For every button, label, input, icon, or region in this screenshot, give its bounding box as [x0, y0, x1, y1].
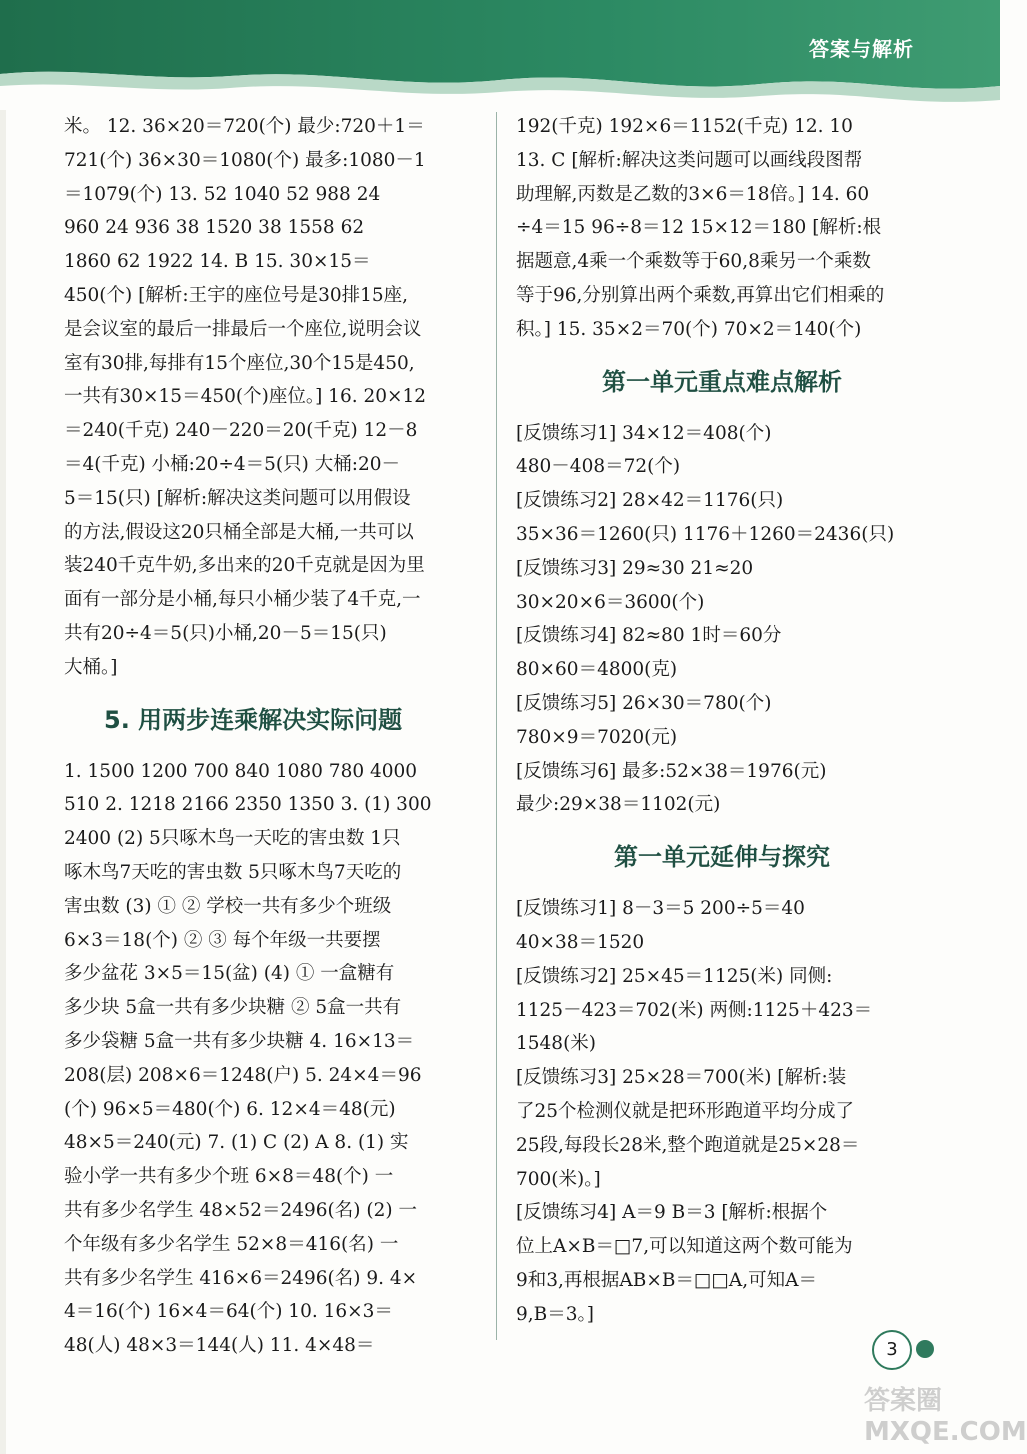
text-line: [反馈练习1] 34×12＝408(个)	[516, 422, 772, 444]
text-line: 啄木鸟7天吃的害虫数 5只啄木鸟7天吃的	[64, 861, 402, 883]
text-line: 48(人) 48×3＝144(人) 11. 4×48＝	[64, 1335, 375, 1357]
text-line: 米。 12. 36×20＝720(个) 最少:720＋1＝	[64, 116, 425, 137]
section-heading: 5. 用两步连乘解决实际问题	[104, 705, 403, 734]
text-line: [反馈练习2] 25×45＝1125(米) 同侧:	[516, 965, 833, 987]
text-line: (个) 96×5＝480(个) 6. 12×4＝48(元)	[64, 1098, 396, 1120]
text-line: [反馈练习2] 28×42＝1176(只)	[516, 490, 784, 512]
page-dot-icon	[916, 1340, 934, 1358]
text-line: 1548(米)	[516, 1033, 597, 1055]
header-label: 答案与解析	[809, 37, 914, 61]
text-line: 9,B＝3。]	[516, 1303, 594, 1325]
text-line: 4＝16(个) 16×4＝64(个) 10. 16×3＝	[64, 1301, 393, 1323]
text-line: 480－408＝72(个)	[516, 456, 681, 478]
text-line: ＝240(千克) 240－220＝20(千克) 12－8	[64, 420, 418, 442]
text-line: 960 24 936 38 1520 38 1558 62	[64, 217, 365, 239]
text-line: 450(个) [解析:王宇的座位号是30排15座,	[64, 284, 409, 306]
column-divider	[496, 112, 497, 1340]
text-line: 验小学一共有多少个班 6×8＝48(个) 一	[64, 1166, 394, 1188]
text-line: 面有一部分是小桶,每只小桶少装了4千克,一	[64, 589, 421, 611]
left-column	[64, 110, 478, 1363]
text-line: 共有多少名学生 416×6＝2496(名) 9. 4×	[64, 1267, 418, 1289]
text-line: 室有30排,每排有15个座位,30个15是450,	[64, 352, 415, 374]
text-line: 2400 (2) 5只啄木鸟一天吃的害虫数 1只	[64, 828, 401, 850]
text-line: 大桶。]	[64, 656, 118, 678]
text-line: 80×60＝4800(克)	[516, 659, 678, 681]
text-line: 13. C [解析:解决这类问题可以画线段图帮	[516, 149, 863, 171]
page-number: 3	[872, 1330, 912, 1370]
text-line: [反馈练习6] 最多:52×38＝1976(元)	[516, 760, 827, 782]
text-line: 721(个) 36×30＝1080(个) 最多:1080－1	[64, 149, 426, 171]
text-line: 25段,每段长28米,整个跑道就是25×28＝	[516, 1134, 860, 1156]
text-line: 个年级有多少名学生 52×8＝416(名) 一	[64, 1233, 399, 1255]
text-line: 位上A×B＝□7,可以知道这两个数可能为	[516, 1236, 853, 1258]
text-line: 5＝15(只) [解析:解决这类问题可以用假设	[64, 487, 411, 509]
text-line: ÷4＝15 96÷8＝12 15×12＝180 [解析:根	[516, 217, 882, 239]
text-line: 了25个检测仪就是把环形跑道平均分成了	[516, 1100, 855, 1122]
text-line: 多少块 5盒一共有多少块糖 ② 5盒一共有	[64, 997, 402, 1019]
text-line: 害虫数 (3) ① ② 学校一共有多少个班级	[64, 895, 392, 917]
text-line: ＝4(千克) 小桶:20÷4＝5(只) 大桶:20－	[64, 453, 400, 475]
text-line: 装240千克牛奶,多出来的20千克就是因为里	[64, 555, 425, 577]
text-line: [反馈练习4] A＝9 B＝3 [解析:根据个	[516, 1202, 828, 1224]
text-line: 积。] 15. 35×2＝70(个) 70×2＝140(个)	[516, 318, 862, 340]
right-column	[516, 110, 928, 1332]
text-line: 6×3＝18(个) ② ③ 每个年级一共要摆	[64, 929, 381, 951]
text-line: 助理解,丙数是乙数的3×6＝18倍。] 14. 60	[516, 183, 870, 205]
text-line: 35×36＝1260(只) 1176＋1260＝2436(只)	[516, 523, 895, 545]
page-number-badge	[872, 1330, 992, 1380]
text-line: 700(米)。]	[516, 1168, 601, 1190]
section-heading: 第一单元重点难点解析	[602, 367, 842, 396]
text-line: 192(千克) 192×6＝1152(千克) 12. 10	[516, 116, 853, 137]
text-line: 9和3,再根据AB×B＝□□A,可知A＝	[516, 1269, 818, 1291]
text-line: 共有20÷4＝5(只)小桶,20－5＝15(只)	[64, 622, 387, 644]
text-line: 40×38＝1520	[516, 931, 645, 953]
text-line: 多少袋糖 5盒一共有多少块糖 4. 16×13＝	[64, 1030, 415, 1052]
text-line: [反馈练习1] 8－3＝5 200÷5＝40	[516, 898, 805, 920]
watermark: 答案圈 MXQE.COM	[864, 1386, 1027, 1447]
text-line: [反馈练习4] 82≈80 1时＝60分	[516, 625, 782, 647]
text-line: 据题意,4乘一个乘数等于60,8乘另一个乘数	[516, 251, 871, 273]
text-line: 1860 62 1922 14. B 15. 30×15＝	[64, 251, 371, 273]
text-line: 30×20×6＝3600(个)	[516, 591, 705, 613]
text-line: ＝1079(个) 13. 52 1040 52 988 24	[64, 183, 381, 205]
section-heading: 第一单元延伸与探究	[614, 843, 830, 872]
text-line: 1. 1500 1200 700 840 1080 780 4000	[64, 760, 418, 782]
text-line: 208(层) 208×6＝1248(户) 5. 24×4＝96	[64, 1064, 422, 1086]
text-line: [反馈练习3] 29≈30 21≈20	[516, 557, 754, 579]
text-line: 共有多少名学生 48×52＝2496(名) (2) 一	[64, 1199, 417, 1221]
text-line: 的方法,假设这20只桶全部是大桶,一共可以	[64, 521, 414, 543]
text-line: 多少盆花 3×5＝15(盆) (4) ① 一盒糖有	[64, 963, 395, 985]
text-line: [反馈练习5] 26×30＝780(个)	[516, 692, 772, 714]
page-edge	[0, 110, 6, 1454]
text-line: [反馈练习3] 25×28＝700(米) [解析:装	[516, 1067, 847, 1089]
text-line: 510 2. 1218 2166 2350 1350 3. (1) 300	[64, 794, 432, 816]
text-line: 48×5＝240(元) 7. (1) C (2) A 8. (1) 实	[64, 1132, 409, 1154]
text-line: 最少:29×38＝1102(元)	[516, 794, 721, 816]
text-line: 780×9＝7020(元)	[516, 726, 678, 748]
text-line: 等于96,分别算出两个乘数,再算出它们相乘的	[516, 284, 885, 306]
text-line: 1125－423＝702(米) 两侧:1125＋423＝	[516, 999, 873, 1021]
text-line: 是会议室的最后一排最后一个座位,说明会议	[64, 318, 422, 340]
text-line: 一共有30×15＝450(个)座位。] 16. 20×12	[64, 386, 427, 408]
